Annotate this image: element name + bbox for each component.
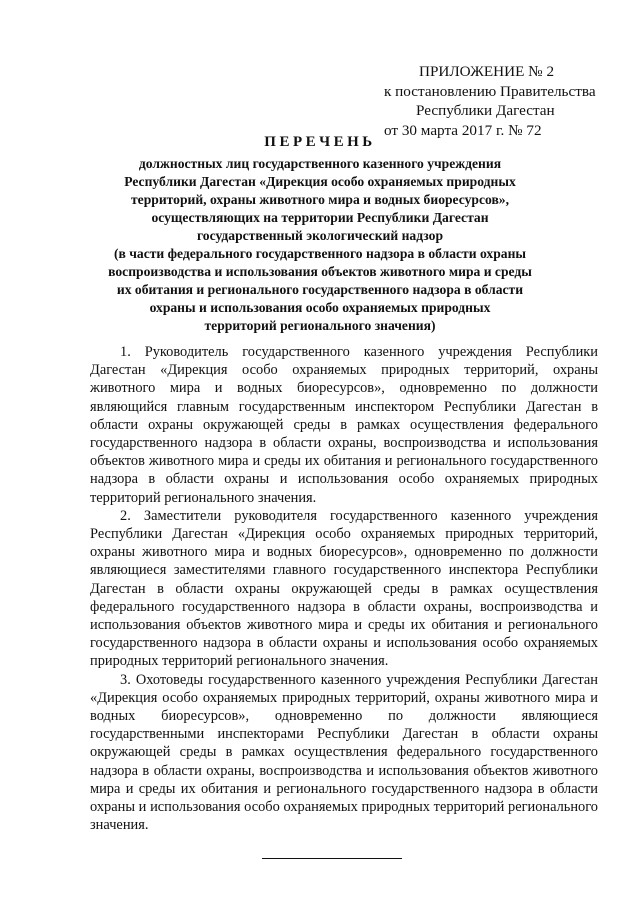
annex-number: ПРИЛОЖЕНИЕ № 2 (419, 63, 555, 80)
paragraph-3: 3. Охотоведы государственного казенного учреждения Республики Дагестан «Дирекция особо охраняемых природных территорий, охраны животного мира и водных биоресурсов», одновременно по должности являющиеся государственными инспекторами Республики Дагестан в области охраны окружающей среды в рамках осуществления федерального государственного надзора в области охраны, воспроизводства и использования объектов животного мира и среды их обитания и регионального государственного надзора в области охраны и использования особо охраняемых природных территорий регионального значения. (90, 671, 598, 834)
subtitle-line: осуществляющих на территории Республики Дагестан (151, 210, 489, 225)
subtitle-line: (в части федерального государственного надзора в области охраны (113, 246, 527, 261)
subtitle-line: охраны и использования особо охраняемых природных (149, 300, 491, 315)
paragraph-1: 1. Руководитель государственного казенного учреждения Республики Дагестан «Дирекция особо охраняемых природных территорий, охраны животного мира и водных биоресурсов», одновременно по должности являющийся главным государственным инспектором Республики Дагестан в области охраны окружающей среды в рамках осуществления федерального государственного надзора в области охраны, воспроизводства и использования объектов животного мира и среды их обитания и регионального государственного надзора в области охраны и использования особо охраняемых природных территорий регионального значения. (90, 344, 598, 506)
annex-government: Республики Дагестан (416, 102, 555, 119)
subtitle-line: Республики Дагестан «Дирекция особо охраняемых природных (124, 174, 516, 189)
subtitle-line: территорий регионального значения) (204, 318, 436, 333)
subtitle-line: должностных лиц государственного казенного учреждения (138, 156, 502, 171)
document-title: ПЕРЕЧЕНЬ (264, 134, 376, 150)
document-subtitle (100, 155, 540, 335)
subtitle-line: воспроизводства и использования объектов животного мира и среды (108, 264, 532, 279)
annex-resolution: к постановлению Правительства (384, 82, 596, 100)
footer-divider (262, 858, 402, 859)
document-body (90, 343, 598, 834)
annex-block (384, 62, 624, 140)
subtitle-line: их обитания и регионального государственного надзора в области (116, 282, 524, 297)
annex-date: от 30 марта 2017 г. № 72 (384, 121, 542, 139)
paragraph-2: 2. Заместители руководителя государственного казенного учреждения Республики Дагестан «Дирекция особо охраняемых природных территорий, охраны животного мира и водных биоресурсов», одновременно по должности являющиеся заместителями главного государственного инспектора Республики Дагестан в области охраны окружающей среды в рамках осуществления федерального государственного надзора в области охраны, воспроизводства и использования объектов животного мира и среды их обитания и регионального государственного надзора в области охраны и использования особо охраняемых природных территорий регионального значения. (90, 507, 598, 670)
subtitle-line: территорий, охраны животного мира и водных биоресурсов», (130, 192, 509, 207)
subtitle-line: государственный экологический надзор (196, 228, 444, 243)
